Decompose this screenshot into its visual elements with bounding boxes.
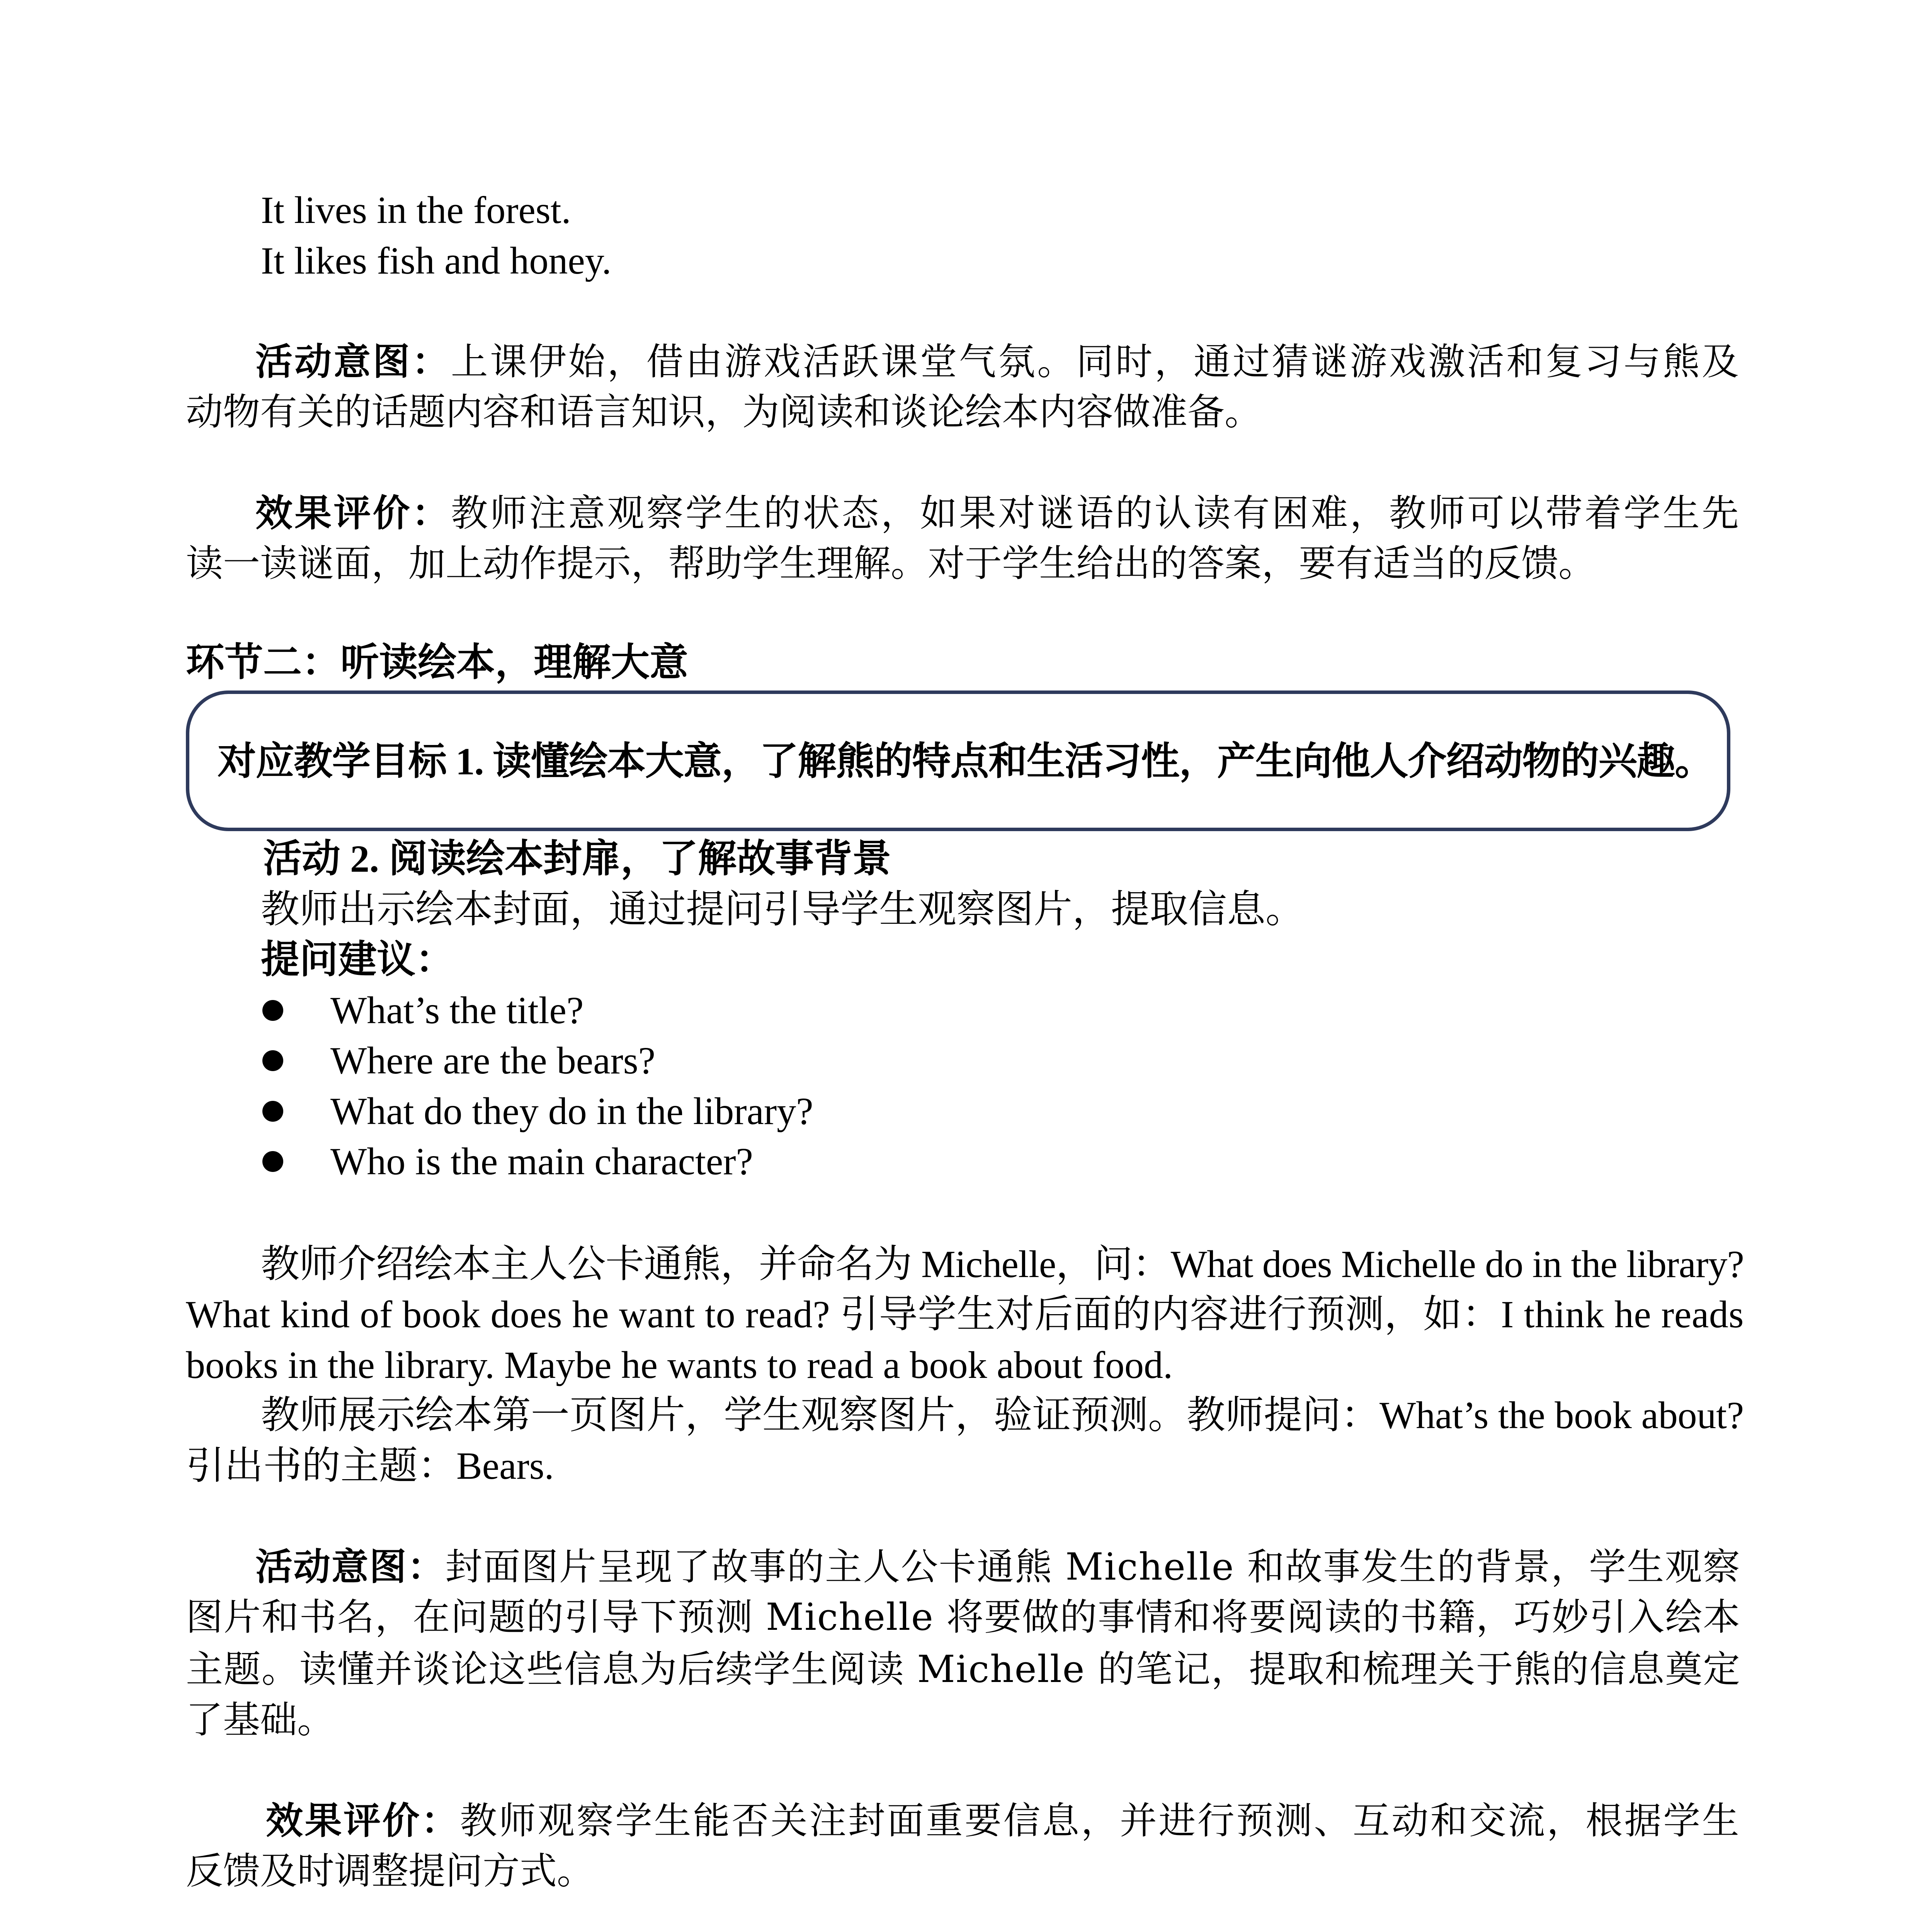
bullet-icon: [262, 1000, 283, 1021]
questions-label: 提问建议：: [261, 938, 454, 981]
evaluation-text: 教师观察学生能否关注封面重要信息，并进行预测、互动和交流，根据学生: [460, 1799, 1741, 1842]
evaluation-label: 效果评价：: [255, 491, 451, 535]
evaluation-line: [266, 1798, 1741, 1844]
activity-intent-text: 封面图片呈现了故事的主人公卡通熊 Michelle 和故事发生的背景，学生观察: [445, 1545, 1741, 1588]
objective-text: 对应教学目标 1. 读懂绘本大意，了解熊的特点和生活习性，产生向他人介绍动物的兴趣。: [218, 740, 1713, 783]
riddle-line: It lives in the forest.: [261, 189, 571, 231]
activity-intent-label: 活动意图：: [255, 340, 451, 383]
activity-heading: 活动 2. 阅读绘本封扉，了解故事背景: [263, 837, 891, 880]
evaluation-line: 读一读谜面，加上动作提示，帮助学生理解。对于学生给出的答案，要有适当的反馈。: [186, 542, 1596, 585]
activity-intent-line: 动物有关的话题内容和语言知识，为阅读和谈论绘本内容做准备。: [186, 390, 1262, 434]
evaluation-text: 教师注意观察学生的状态，如果对谜语的认读有困难，教师可以带着学生先: [451, 492, 1741, 535]
evaluation-line: [255, 490, 1741, 536]
activity-intent-text: 上课伊始，借由游戏活跃课堂气氛。同时，通过猜谜游戏激活和复习与熊及: [451, 340, 1741, 383]
activity-intent-line: [255, 338, 1741, 385]
evaluation-line: 反馈及时调整提问方式。: [186, 1849, 594, 1893]
section-heading: 环节二：听读绘本，理解大意: [186, 641, 688, 684]
body-line: 教师介绍绘本主人公卡通熊，并命名为 Michelle，问：What does Michelle do in the library?: [261, 1243, 1744, 1286]
activity-intent-line: 主题。读懂并谈论这些信息为后续学生阅读 Michelle 的笔记，提取和梳理关于熊的信息奠定: [186, 1648, 1741, 1691]
body-line: books in the library. Maybe he wants to read a book about food.: [186, 1344, 1173, 1386]
bullet-icon: [262, 1101, 283, 1122]
question-item: Who is the main character?: [330, 1140, 753, 1183]
activity-intent-label: 活动意图：: [255, 1545, 446, 1588]
question-item: What’s the title?: [330, 989, 584, 1032]
riddle-line: It likes fish and honey.: [261, 239, 612, 282]
bullet-icon: [262, 1151, 283, 1172]
question-item: What do they do in the library?: [330, 1090, 813, 1133]
activity-intent-line: [255, 1544, 1741, 1590]
activity-intent-line: 了基础。: [186, 1698, 334, 1742]
body-line: 引出书的主题：Bears.: [186, 1444, 554, 1487]
body-line: 教师展示绘本第一页图片，学生观察图片，验证预测。教师提问：What’s the book about?: [261, 1394, 1744, 1437]
bullet-icon: [262, 1050, 283, 1071]
evaluation-label: 效果评价：: [266, 1799, 460, 1842]
body-line: What kind of book does he want to read? 引导学生对后面的内容进行预测，如：I think he reads: [186, 1293, 1744, 1336]
question-item: Where are the bears?: [330, 1039, 656, 1082]
body-line: 教师出示绘本封面，通过提问引导学生观察图片，提取信息。: [261, 888, 1304, 931]
activity-intent-line: 图片和书名，在问题的引导下预测 Michelle 将要做的事情和将要阅读的书籍，巧妙引入绘本: [186, 1595, 1741, 1639]
